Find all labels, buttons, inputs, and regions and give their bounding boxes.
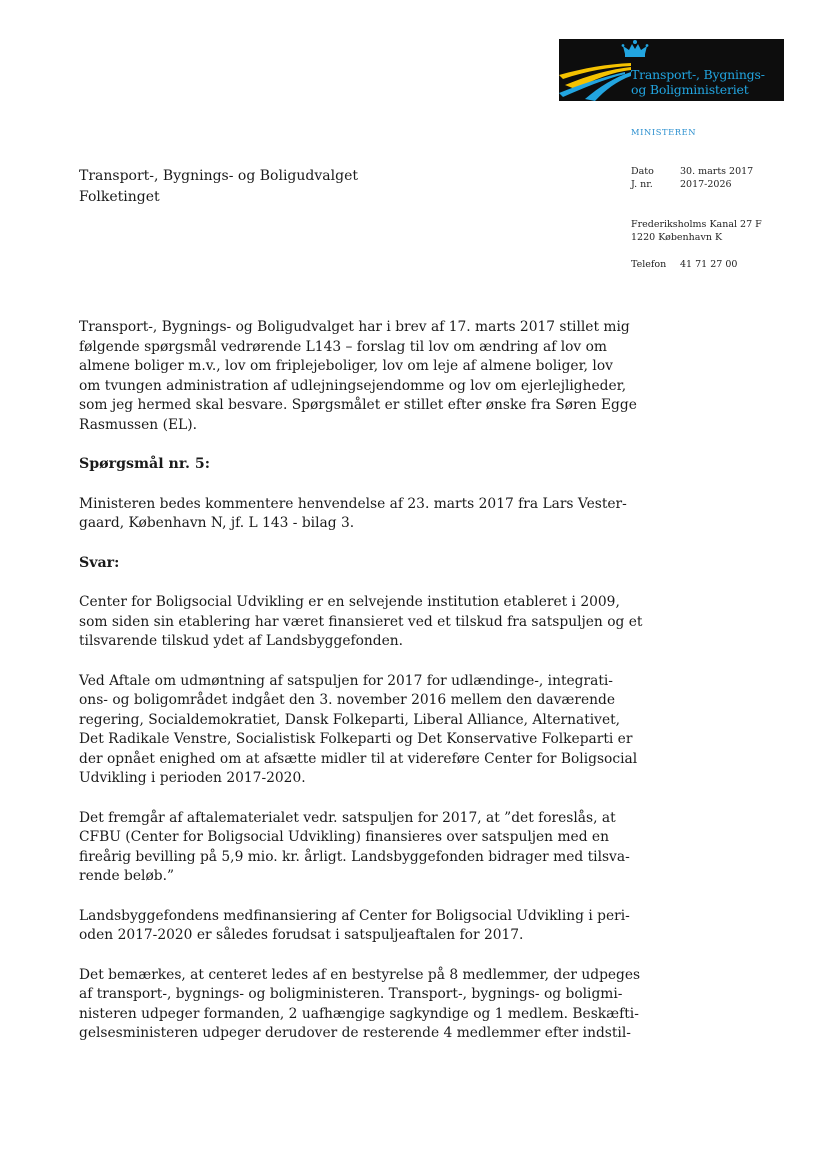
intro-line: om tvungen administration af udlejningsejendomme og lov om ejerlejligheder, [79,377,627,394]
address-line-1: Frederiksholms Kanal 27 F [631,219,762,230]
answer-line: der opnået enighed om at afsætte midler til at videreføre Center for Boligsocial [79,750,638,767]
ministry-logo [559,39,784,101]
logo-line-2: og Boligministeriet [631,82,749,97]
answer-line: ons- og boligområdet indgået den 3. november 2016 mellem den daværende [79,692,616,708]
answer-line: Det fremgår af aftalematerialet vedr. satspuljen for 2017, at ”det foreslås, at [79,809,616,826]
answer-line: gelsesministeren udpeger derudover de resterende 4 medlemmer efter indstil- [79,1025,631,1041]
intro-line: som jeg hermed skal besvare. Spørgsmålet er stillet efter ønske fra Søren Egge [79,397,637,413]
answer-line: CFBU (Center for Boligsocial Udvikling) finansieres over satspuljen med en [79,829,609,845]
answer-line: af transport-, bygnings- og boligministeren. Transport-, bygnings- og boligmi- [79,986,623,1002]
answer-paragraph-4 [79,907,630,946]
date-row [631,165,753,178]
answer-heading: Svar: [79,554,120,571]
date-value: 30. marts 2017 [680,166,754,177]
answer-paragraph-3 [79,809,630,887]
recipient-line-1: Transport-, Bygnings- og Boligudvalget [79,168,358,184]
answer-paragraph-1 [79,593,643,652]
question-heading: Spørgsmål nr. 5: [79,456,211,472]
answer-line: oden 2017-2020 er således forudsat i satspuljeaftalen for 2017. [79,927,524,943]
question-paragraph [79,495,627,534]
intro-line: almene boliger m.v., lov om friplejeboliger, lov om leje af almene boliger, lov [79,358,613,374]
department-label: MINISTEREN [631,127,697,137]
journal-number-label: J. nr. [631,179,653,190]
logo-line-1: Transport-, Bygnings- [631,67,765,82]
answer-paragraph-2 [79,672,638,789]
question-line: Ministeren bedes kommentere henvendelse af 23. marts 2017 fra Lars Vester- [79,495,627,512]
intro-line: følgende spørgsmål vedrørende L143 – forslag til lov om ændring af lov om [79,338,607,355]
answer-line: Det Radikale Venstre, Socialistisk Folkeparti og Det Konservative Folkeparti er [79,731,633,747]
answer-line: rende beløb.” [79,868,175,884]
recipient-address [79,166,358,207]
address-line-2: 1220 København K [631,232,723,243]
letter-body [79,318,643,1064]
date-label: Dato [631,166,654,177]
journal-number-value: 2017-2026 [680,179,732,190]
intro-line: Rasmussen (EL). [79,416,197,433]
intro-paragraph [79,318,637,435]
answer-line: Udvikling i perioden 2017-2020. [79,770,306,786]
answer-line: fireårig bevilling på 5,9 mio. kr. årligt. Landsbyggefonden bidrager med tilsva- [79,848,630,865]
question-line: gaard, København N, jf. L 143 - bilag 3. [79,515,355,531]
phone-label: Telefon [631,259,667,270]
answer-line: nisteren udpeger formanden, 2 uafhængige sagkyndige og 1 medlem. Beskæfti- [79,1005,639,1022]
answer-line: Det bemærkes, at centeret ledes af en bestyrelse på 8 medlemmer, der udpeges [79,966,641,983]
answer-line: Landsbyggefondens medfinansiering af Center for Boligsocial Udvikling i peri- [79,907,630,924]
answer-line: som siden sin etablering har været finansieret ved et tilskud fra satspuljen og et [79,613,643,630]
answer-line: regering, Socialdemokratiet, Dansk Folkeparti, Liberal Alliance, Alternativet, [79,711,621,728]
address-block [631,218,762,244]
answer-line: Ved Aftale om udmøntning af satspuljen for 2017 for udlændinge-, integrati- [79,672,613,689]
journal-number-row [631,178,732,191]
recipient-line-2: Folketinget [79,188,160,205]
answer-line: tilsvarende tilskud ydet af Landsbyggefonden. [79,633,404,649]
answer-line: Center for Boligsocial Udvikling er en selvejende institution etableret i 2009, [79,594,620,610]
intro-line: Transport-, Bygnings- og Boligudvalget har i brev af 17. marts 2017 stillet mig [79,319,630,335]
phone-row [631,258,737,271]
answer-paragraph-5 [79,966,641,1044]
phone-value: 41 71 27 00 [680,259,738,270]
